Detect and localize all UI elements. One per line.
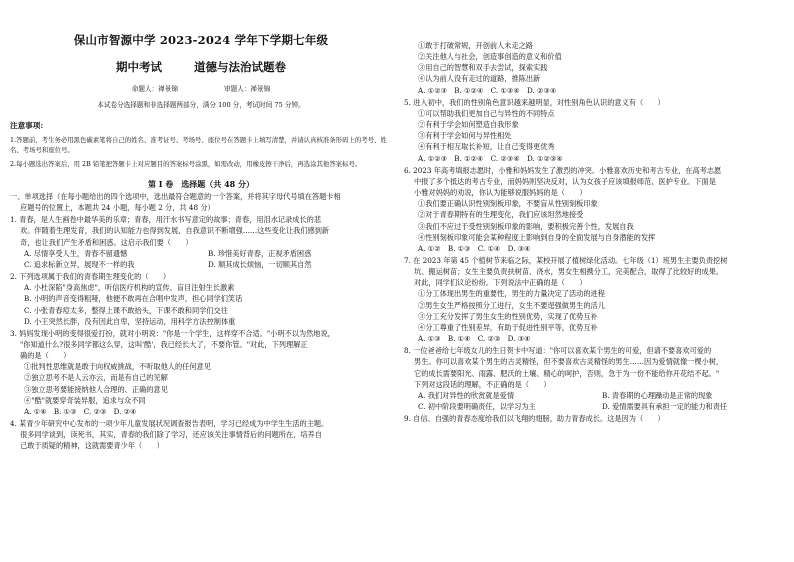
q8-option: B. 青春期的心理躁动是正常的现象 bbox=[602, 390, 713, 400]
left-lines2-line: B. 小明的声音变得粗哑，他便不敢再在合唱中发声，担心同学们笑话 bbox=[24, 294, 243, 304]
right-lines-line: 5. 进入初中，我们的性别角色意识越来越明显，对性别角色认识的意义有（ ） bbox=[404, 97, 665, 107]
right-lines-line: A. ①②③ B. ①②④ C. ①③④ D. ②③④ bbox=[418, 85, 557, 95]
right-lines-line: ①分工体现出男生的重要性，男生的力量决定了活动的进程 bbox=[418, 289, 605, 299]
right-lines-line: ③有利于学会如何与异性相处 bbox=[418, 131, 512, 141]
q1-option: C. 追求标新立异，展现不一样的我 bbox=[24, 259, 135, 269]
left-lines2-line: D. 小王突然长胖，没有因此自卑，坚持运动，用科学方法控制体重 bbox=[24, 316, 236, 326]
q8-option: D. 爱情需要具有承担一定的能力和责任 bbox=[602, 402, 728, 411]
left-lines-line: 应题号的位置上，本题共 24 小题，每小题 2 分，共 48 分） bbox=[20, 203, 215, 213]
left-lines2-line: C. 小张青春痘太多，整得上课不敢抬头，下课不敢和同学们交往 bbox=[24, 305, 228, 315]
q1-option: B. 珍惜美好青春，正视矛盾困惑 bbox=[208, 248, 312, 258]
proposer: 命题人：禅景锦 bbox=[131, 84, 178, 93]
exam-note: 本试卷分选择题和非选择题两部分，满分 100 分，考试时间 75 分钟。 bbox=[97, 100, 305, 109]
q1-options-row bbox=[10, 259, 392, 270]
right-lines-line: 下列对这段话的理解，不正确的是（ ） bbox=[414, 379, 551, 389]
right-lines-line: 6. 2023 年高考填报志愿时，小雅和妈妈发生了激烈的冲突。小雅喜欢历史和考古专业，在高考志愿 bbox=[404, 165, 722, 175]
right-lines-line: ④认为前人没有走过的道路，推陈出新 bbox=[418, 74, 541, 84]
q8-option: C. 初中阶段要明确责任，以学习为主 bbox=[418, 402, 536, 411]
left-question-block-1 bbox=[10, 191, 392, 248]
q8-option: A. 我们对异性的欣赏就是爱情 bbox=[418, 390, 515, 400]
right-lines-line: 坑、搬运树苗；女生主要负责扶树苗、浇水，男女生相携分工，完美配合，取得了比较好的成果。 bbox=[414, 267, 724, 277]
right-lines-line: A. ①③ B. ①④ C. ②③ D. ③④ bbox=[418, 334, 531, 344]
right-lines-line: ②对于青春期特有的生理变化，我们应该坦然地接受 bbox=[418, 210, 584, 220]
right-lines-line: 它的成长需要阳光、雨露、肥沃的土壤、精心的呵护，否则，急于为一份不能给你开花结不起。" bbox=[414, 368, 720, 378]
notes-heading: 注意事项: bbox=[10, 121, 44, 131]
q1-options bbox=[10, 248, 392, 270]
q1-options-row bbox=[10, 248, 392, 259]
left-lines2-line: ③独立思考要能接纳他人合理的、正确的意见 bbox=[24, 384, 168, 394]
left-lines2-line: 己敢于质疑的精神，这就需要青少年（ ） bbox=[20, 441, 164, 451]
right-lines-line: 男生。你可以喜欢某个男生的古灵精怪，但不要喜欢古灵精怪的男生……因为爱情就像一棵小树， bbox=[414, 357, 724, 367]
right-lines-line: ③我们不应过于受性别刻板印象的影响，要积极完善个性，发展自我 bbox=[418, 221, 634, 231]
right-lines-line: ④有利于相互取长补短，让自己变得更优秀 bbox=[418, 142, 555, 152]
right-lines-line: 中报了多个抵达的考古专业，而妈妈则坚决反对，认为女孩子应该填报师范、医护专业。下面是 bbox=[414, 176, 716, 186]
right-lines-line: ①可以帮助我们更加自己与异性的不同特点 bbox=[418, 108, 555, 118]
question-9: 9. 自信、自强的青春态度给我们以飞翔的翅膀，助力青春成长。这是因为（ ） bbox=[404, 414, 665, 424]
q8-options-row bbox=[404, 390, 786, 401]
left-lines2-line: ④"酷"就要穿奇装异服，追求与众不同 bbox=[24, 395, 146, 405]
right-question-block bbox=[404, 40, 786, 390]
left-lines-line: 一、单项选择（在每小题给出的四个选项中，选出最符合题意的一个答案，并将其字母代号填在答题卡相 bbox=[10, 191, 341, 201]
right-lines-line: ④性别刻板印象可能会某种程度上影响到自身的全面发展与自身潜能的发挥 bbox=[418, 232, 656, 242]
right-lines-line: ②有利于学会如何塑造自我形象 bbox=[418, 120, 519, 130]
section-heading: 第 I 卷 选择题（共 48 分） bbox=[147, 178, 254, 189]
left-lines2-line: 4. 某青少年研究中心发布的一项少年儿童发展状况调查报告表明，学习已经成为中学生生活的主题。 bbox=[10, 419, 329, 429]
right-lines-line: 8. 一位爸爸给七年级女儿的生日贺卡中写道："你可以喜欢某个男生的可爱，但请不要喜欢可爱的 bbox=[404, 346, 712, 356]
right-lines-line: ④分工尊重了性别差异，有助于促进性别平等，优势互补 bbox=[418, 322, 598, 332]
left-lines2-line: 确的是（ ） bbox=[20, 351, 71, 361]
left-lines2-line: 很多同学谈到，读死书，其实，青春的我们除了学习，还应该关注事情背后的问题所在，培养自 bbox=[20, 430, 322, 440]
note-item-2: 2.每小题选出答案后，用 2B 铅笔把答题卡上对应题目的答案标号涂黑，如需改动，用橡皮擦干净后，再选涂其他答案标号。 bbox=[10, 159, 362, 168]
right-lines-line: 对此，同学们议论纷纷。下列说法中正确的是（ ） bbox=[414, 278, 587, 288]
subtitle-right: 道德与法治试题卷 bbox=[194, 59, 286, 74]
right-lines-line: 小雅对妈妈的劝说，你认为能够说服妈妈的是（ ） bbox=[414, 188, 587, 198]
exam-meta bbox=[10, 84, 392, 94]
right-lines-line: ②关注他人与社会，创造事创造的意义和价值 bbox=[418, 52, 562, 62]
left-lines2-line: A. 小杜深陷"身高焦虑"，听信医疗机构的宣传，盲目注射生长激素 bbox=[24, 283, 235, 293]
reviewer: 审题人：禅景锦 bbox=[224, 84, 271, 93]
note-item-1: 1.答题前，考生务必用黑色碳素笔将自己的姓名、准考证号、考场号、座位号在答题卡上填写清楚，并请认真核准条形码上的考号、姓名、考场号和座位号。 bbox=[10, 135, 387, 154]
right-lines-line: ②男生女生严格按照分工进行，女生不要逞强做男生的活儿 bbox=[418, 300, 605, 310]
right-lines-line: ③分工充分发挥了男生女生的性别优势，实现了优势互补 bbox=[418, 311, 598, 321]
left-lines2-line: 2. 下列选项属于我们的青春期生理变化的（ ） bbox=[10, 272, 171, 282]
right-column bbox=[404, 0, 786, 424]
right-lines-line: ①我们要正确认识性别刻板印象，不要盲从性别刻板印象 bbox=[418, 199, 598, 209]
right-lines-line: ③用自己的智慧和双手去尝试，探索实践 bbox=[418, 63, 548, 73]
exam-title: 保山市智源中学 2023-2024 学年下学期七年级 bbox=[73, 33, 329, 47]
left-lines-line: 欢。伴随着生理发育，我们的认知能力也得到发展，自我意识不断增强……这些变化让我们感到新 bbox=[20, 226, 330, 236]
left-lines2-line: ①批判性思维就是敢于向权威挑战，不听取他人的任何意见 bbox=[24, 362, 211, 372]
q8-options-row bbox=[404, 401, 786, 412]
right-lines-line: ①敢于打破常规，开创前人未走之路 bbox=[418, 41, 534, 50]
left-lines2-line: ②独立思考不是人云亦云，而是有自己的见解 bbox=[24, 373, 168, 383]
q1-option: D. 顺其成长烦恼，一切顺其自然 bbox=[208, 259, 312, 269]
right-lines-line: A. ①②③ B. ①②④ C. ②③④ D. ①②③④ bbox=[418, 153, 563, 163]
left-column bbox=[10, 0, 392, 452]
right-lines-line: A. ①② B. ①③ C. ①④ D. ③④ bbox=[418, 243, 531, 253]
left-lines2-line: "你知道什么?很多同学都这么穿，这叫'酷'，我已经长大了，不要你管。"对此，下列理解正 bbox=[20, 340, 308, 350]
left-question-block-2 bbox=[10, 271, 392, 452]
left-lines2-line: 3. 妈妈发现小明的变得很爱打扮，就对小明说："你是一个学生，这样穿不合适。"小明不以为然地说， bbox=[10, 328, 335, 338]
q8-options bbox=[404, 390, 786, 412]
left-lines-line: 1. 青春，是人生画卷中最华美的乐章；青春，用汗水书写意定的故事；青春，用泪水记录成长的悲 bbox=[10, 215, 322, 225]
left-lines-line: 奇，也让我们产生矛盾和困惑。这启示我们要（ ） bbox=[20, 237, 193, 247]
q1-option: A. 尽情享受人生，青春不留遗憾 bbox=[24, 248, 128, 258]
subtitle-left: 期中考试 bbox=[115, 59, 162, 74]
right-lines-line: 7. 在 2023 年第 45 个植树节来临之际，某校开展了植树绿化活动。七年级（1）班男生主要负责挖树 bbox=[404, 255, 728, 265]
left-lines2-line: A. ①④ B. ①③ C. ②③ D. ②④ bbox=[24, 406, 137, 416]
exam-subtitle bbox=[10, 59, 392, 77]
